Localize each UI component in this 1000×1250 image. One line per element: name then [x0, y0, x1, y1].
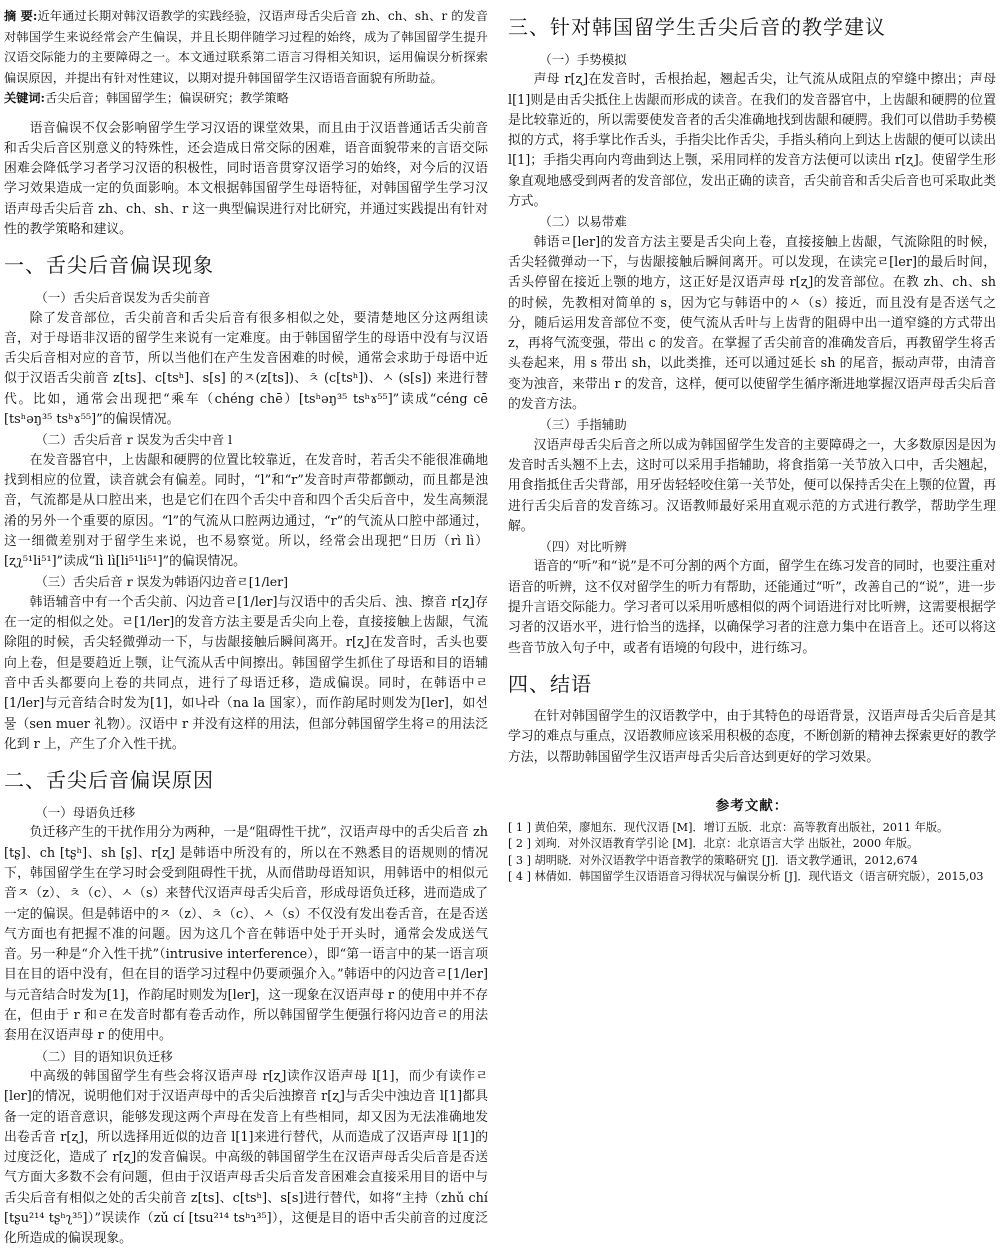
keywords-text: 舌尖后音；韩国留学生；偏误研究；教学策略	[45, 91, 289, 105]
abstract	[4, 6, 488, 88]
abstract-text: 近年通过长期对韩汉语教学的实践经验，汉语声母舌尖后音 zh、ch、sh、r 的发音对韩国学生来说经常会产生偏误，并且长期伴随学习过程的始终，成为了韩国留学生提升汉语交际能力的主要障碍之一。本文通过联系第二语言习得相关知识，运用偏误分析探索偏误原因，并提出有针对性建议，以期对提升韩国留学生汉语语音面貌有所助益。	[4, 9, 488, 85]
section-1-1-paragraph: 除了发音部位，舌尖前音和舌尖后音有很多相似之处，要清楚地区分这两组读音，对于母语非汉语的留学生来说有一定难度。由于韩国留学生的母语中没有与汉语舌尖后音相对应的音节，所以当他们在产生发音困难的时候，通常会求助于母语中近似于汉语舌尖前音 z[ts]、c[tsʰ]、s[s] 的ㅈ(z[ts])、ㅊ (c[tsʰ])、ㅅ (s[s]) 来进行替代。比如，通常会出现把“乘车（chéng chē）[tsʰəŋ³⁵ tsʰɤ⁵⁵]”读成“céng cē [tsʰəŋ³⁵ tsʰɤ⁵⁵]”的偏误情况。	[4, 310, 488, 428]
section-1-3-paragraph: 韩语辅音中有一个舌尖前、闪边音ㄹ[1/ler]与汉语中的舌尖后、浊、擦音 r[ʐ]存在一定的相似之处。ㄹ[1/ler]的发音方法主要是舌尖向上卷，直接接触上齿龈，气流除阻的时候，舌尖轻微弹动一下，与齿龈接触后瞬间离开。r[ʐ]在发音时，舌头也要向上卷，但是要趋近上颚，让气流从舌中间擦出。韩国留学生抓住了母语和目的语辅音中舌头都要向上卷的共同点，进行了母语迁移，造成偏误。同时，在韩语中ㄹ[1/ler]与元音结合时发为[1]，如나라（na la 国家），而作韵尾时则发为[ler]，如선물（sen muer 礼物）。汉语中 r 并没有这样的用法，但部分韩国留学生将ㄹ的用法泛化到 r 上，产生了介入性干扰。	[4, 594, 488, 752]
intro-paragraph: 语音偏误不仅会影响留学生学习汉语的课堂效果，而且由于汉语普通话舌尖前音和舌尖后音区别意义的特殊性，还会造成日常交际的困难，语音面貌带来的言语交际困难会降低学习者学习汉语的积极性，同时语音贯穿汉语学习的始终，对今后的汉语学习效果造成一定的负面影响。本文根据韩国留学生母语特征，对韩国留学生学习汉语声母舌尖后音 zh、ch、sh、r 这一典型偏误进行对比研究，并通过实践提出有针对性的教学策略和建议。	[4, 120, 488, 237]
section-3-1-paragraph: 声母 r[ʐ]在发音时，舌根抬起，翘起舌尖，让气流从成阻点的窄缝中擦出；声母 l[1]则是由舌尖抵住上齿龈而形成的读音。在我们的发音器官中，上齿龈和硬腭的位置是比较靠近的，所以需要使发音者的舌尖准确地找到齿龈和硬腭。我们可以借助手势模拟的方式，将手掌比作舌头，手指尖比作舌尖，手指头稍向上到达上齿龈的便可以读出 l[1]；手指尖再向内弯曲到达上颚，采用同样的发音方法便可以读出 r[ʐ]。使留学生形象直观地感受到两者的发音部位，发出正确的读音，舌尖前音和舌尖后音也可采取此类方式。	[508, 72, 996, 210]
references-title: 参考文献：	[715, 797, 789, 814]
reference-item: [ 2 ] 刘珣．对外汉语教育学引论 [M]．北京：北京语言大学 出版社，2000 年版。	[508, 837, 919, 851]
section-1-1-title: （一）舌尖后音误发为舌尖前音	[35, 290, 211, 306]
section-1-2-title: （二）舌尖后音 r 误发为舌尖中音 l	[35, 432, 233, 448]
section-2-title: 二、舌尖后音偏误原因	[4, 768, 214, 793]
abstract-label: 摘 要:	[4, 9, 38, 23]
section-3-4-paragraph: 语音的“听”和“说”是不可分割的两个方面，留学生在练习发音的同时，也要注重对语音的听辨，这不仅对留学生的听力有帮助，还能通过“听”，改善自己的“说”，进一步提升言语交际能力。学习者可以采用听感相似的两个词语进行对比听辨，这需要根据学习者的汉语水平，进行恰当的选择，以确保学习者的注意力集中在语音上。还可以将这些音节放入句子中，或者有语境的句段中，进行练习。	[508, 559, 996, 656]
conclusion-paragraph: 在针对韩国留学生的汉语教学中，由于其特色的母语背景，汉语声母舌尖后音是其学习的难点与重点，汉语教师应该采用积极的态度，不断创新的精神去探索更好的教学方法，以帮助韩国留学生汉语声母舌尖后音达到更好的学习效果。	[508, 708, 996, 765]
section-3-2-title: （二）以易带难	[539, 214, 627, 230]
section-2-1-title: （一）母语负迁移	[35, 805, 136, 821]
section-1-3-title: （三）舌尖后音 r 误发为韩语闪边音ㄹ[1/ler]	[35, 574, 289, 590]
right-column	[508, 6, 996, 886]
keywords-label: 关键词:	[4, 91, 46, 105]
reference-item: [ 1 ] 黄伯荣，廖旭东．现代汉语 [M]．增订五版．北京：高等教育出版社，2011 年版。	[508, 820, 949, 834]
section-3-title: 三、针对韩国留学生舌尖后音的教学建议	[508, 15, 886, 39]
section-2-1-paragraph: 负迁移产生的干扰作用分为两种，一是“阻碍性干扰”，汉语声母中的舌尖后音 zh [tʂ]、ch [tʂʰ]、sh [ʂ]、r[ʐ] 是韩语中所没有的，所以在不熟悉目的语规则的情况下，韩国留学生在学习时会受到阻碍性干扰，从而借助母语知识，用韩语中的相似元音ㅈ（z）、ㅊ（c）、ㅅ（s）来替代汉语声母舌尖后音，形成母语负迁移，进而造成了一定的偏误。但是韩语中的ㅈ（z）、ㅊ（c）、ㅅ（s）不仅没有发出卷舌音，在是否送气方面也有把握不准的问题。因为这几个音在韩语中处于开头时，通常会发成送气音。另一种是“介入性干扰”（intrusive interference），即“第一语言中的某一语言项目在目的语中没有，但在目的语学习过程中仍要顽强介入。”韩语中的闪边音ㄹ[1/ler]与元音结合时发为[1]，作韵尾时则发为[ler]，这一现象在汉语声母 r 的使用中并不存在，但由于 r 和ㄹ在发音时都有卷舌动作，所以韩国留学生便强行将闪边音ㄹ的用法套用在汉语声母 r 的使用中。	[4, 825, 488, 1044]
section-3-2-paragraph: 韩语ㄹ[ler]的发音方法主要是舌尖向上卷，直接接触上齿龈，气流除阻的时候，舌尖轻微弹动一下，与齿龈接触后瞬间离开。可以发现，在读完ㄹ[ler]的最后时间，舌头停留在接近上颚的地方，这正好是汉语声母 r[ʐ]的发音部位。在教 zh、ch、sh 的时候，先教相对简单的 s，因为它与韩语中的ㅅ（s）接近，而且没有是否送气之分，随后运用发音部位不变，使气流从舌叶与上齿背的阻碍中出一道窄缝的方式带出 z，再将气流变强，带出 c 的发音。在掌握了舌尖前音的准确发音后，再教留学生将舌头卷起来，用 s 带出 sh，以此类推，还可以通过延长 sh 的尾音，振动声带，由清音变为浊音，来带出 r 的发音，这样，便可以使留学生循序渐进地掌握汉语声母舌尖后音的发音方法。	[508, 234, 996, 413]
reference-item: [ 4 ] 林倩如．韩国留学生汉语语音习得状况与偏误分析 [J]．现代语文（语言研究版），2015,03	[508, 870, 984, 884]
section-1-2-paragraph: 在发音器官中，上齿龈和硬腭的位置比较靠近，在发音时，若舌尖不能很准确地找到相应的位置，读音就会有偏差。同时，“l”和“r”发音时声带都颤动，而且都是浊音，气流都是从口腔出来，也是它们在四个舌尖中音和四个舌尖后音中，发生高频混淆的另外一个重要的原因。“l”的气流从口腔两边通过，“r”的气流从口腔中部通过，这一细微差别对于留学生来说，也不易察觉。所以，经常会出现把“日历（rì lì）[ʐʅ⁵¹li⁵¹]”读成“lì lì[li⁵¹li⁵¹]”的偏误情况。	[4, 452, 488, 570]
section-3-3-title: （三）手指辅助	[539, 417, 627, 433]
section-3-4-title: （四）对比听辨	[539, 539, 627, 555]
section-4-title: 四、结语	[508, 671, 592, 696]
keywords	[4, 88, 488, 109]
section-3-3-paragraph: 汉语声母舌尖后音之所以成为韩国留学生发音的主要障碍之一，大多数原因是因为发音时舌头翘不上去，这时可以采用手指辅助，将食指第一关节放入口中，舌尖翘起，用食指抵住舌尖背部，用牙齿轻轻咬住第一关节处，便可以保持舌尖在上颚的位置，再进行舌尖后音的发音练习。汉语教师最好采用直观示范的方式进行教学，帮助学生理解。	[508, 437, 996, 534]
left-column	[4, 6, 488, 1250]
reference-item: [ 3 ] 胡明晓．对外汉语教学中语音教学的策略研究 [J]．语文教学通讯，2012,674	[508, 853, 918, 867]
section-2-2-paragraph-start: 中高级的韩国留学生有些会将汉语声母 r[ʐ]读作汉语声母 l[1]，而少有读作ㄹ[ler]的情况，说明他们对于汉语声母中的舌尖后浊擦音 r[ʐ]与舌尖中浊边音 l[1]都具备一定的语音意识，能够发现这两个声母在发音上有些相同，却又因为无法准确地发出卷舌音 r[ʐ]，所以选择用近似的边音 l[1]来进行替代，从而造成了汉语声母 l[1]的过度泛化，造成了 r[ʐ]的发音偏误。中高级的韩国留学生在汉语声母舌尖后音是否送气方面大多数不会有问题，但由于汉语声母舌尖后音发音困难会直接采用目的语中与舌尖后音有相似之处的舌尖前音 z[ts]、c[tsʰ]、s[s]进行替代，如将“主持（zhǔ chí [tʂu²¹⁴ tʂʰʅ³⁵]）”误读作（zǔ cí [tsu²¹⁴ tsʰɿ³⁵]），这便是目的语中舌尖前音的过度泛化所造成的偏误现象。	[4, 1068, 488, 1247]
section-1-title: 一、舌尖后音偏误现象	[4, 253, 214, 278]
section-2-2-title: （二）目的语知识负迁移	[35, 1048, 173, 1064]
section-3-1-title: （一）手势模拟	[539, 52, 627, 67]
